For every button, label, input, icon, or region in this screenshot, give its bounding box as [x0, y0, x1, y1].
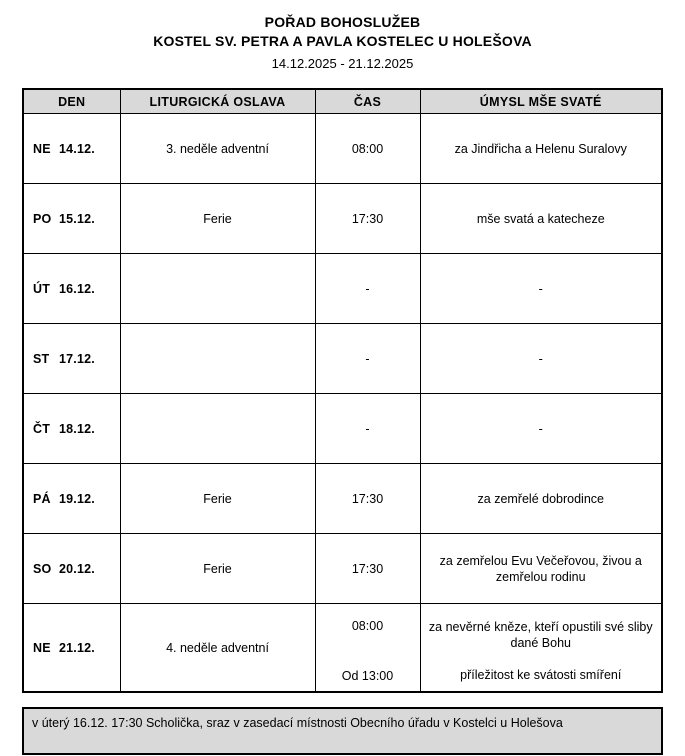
row-day-date: 18.12. — [59, 421, 95, 436]
title-line-2: KOSTEL SV. PETRA A PAVLA KOSTELEC U HOLEŠOVA — [153, 33, 532, 49]
row-intent: - — [420, 254, 662, 324]
row-day-name: ČT — [33, 421, 51, 436]
row-liturgy: 4. neděle adventní — [120, 604, 315, 693]
row-intent-primary: za nevěrné kněze, kteří opustili své sliby dané Bohu — [428, 619, 653, 650]
row-intent — [420, 604, 662, 693]
row-liturgy: 3. neděle adventní — [120, 114, 315, 184]
footer-note: v úterý 16.12. 17:30 Scholička, sraz v zasedací místnosti Obecního úřadu v Kostelci u Holešova — [22, 707, 663, 755]
row-intent-stack — [427, 613, 656, 683]
row-day-name: SO — [33, 561, 52, 576]
row-day — [23, 394, 120, 464]
table-row — [23, 254, 662, 324]
table-row — [23, 324, 662, 394]
row-time: - — [315, 254, 420, 324]
table-row — [23, 114, 662, 184]
row-day — [23, 324, 120, 394]
row-day-name: ÚT — [33, 281, 51, 296]
row-day-date: 16.12. — [59, 281, 95, 296]
row-time: 17:30 — [315, 184, 420, 254]
table-row — [23, 394, 662, 464]
row-day-date: 15.12. — [59, 211, 95, 226]
title-line-1: POŘAD BOHOSLUŽEB — [264, 14, 421, 30]
document-header — [0, 0, 685, 74]
row-liturgy — [120, 324, 315, 394]
row-day — [23, 534, 120, 604]
row-time: - — [315, 324, 420, 394]
row-intent: za zemřelou Evu Večeřovou, živou a zemřelou rodinu — [420, 534, 662, 604]
row-liturgy: Ferie — [120, 464, 315, 534]
row-day-date: 20.12. — [59, 561, 95, 576]
row-day-date: 14.12. — [59, 141, 95, 156]
row-day — [23, 604, 120, 693]
row-intent-secondary: příležitost ke svátosti smíření — [460, 667, 622, 682]
column-header-day: DEN — [23, 89, 120, 114]
table-row — [23, 604, 662, 693]
schedule-table — [22, 88, 663, 693]
row-time-secondary: Od 13:00 — [341, 668, 394, 683]
table-row — [23, 184, 662, 254]
row-day-name: NE — [33, 640, 51, 655]
row-intent: - — [420, 324, 662, 394]
table-row — [23, 534, 662, 604]
row-day-name: PÁ — [33, 491, 51, 506]
schedule-table-wrapper — [22, 88, 663, 693]
row-liturgy: Ferie — [120, 534, 315, 604]
row-liturgy: Ferie — [120, 184, 315, 254]
row-time: - — [315, 394, 420, 464]
row-intent: za zemřelé dobrodince — [420, 464, 662, 534]
row-liturgy — [120, 254, 315, 324]
row-day-date: 17.12. — [59, 351, 95, 366]
column-header-intent: ÚMYSL MŠE SVATÉ — [420, 89, 662, 114]
table-row — [23, 464, 662, 534]
row-time-primary: 08:00 — [351, 618, 384, 633]
row-intent: - — [420, 394, 662, 464]
row-time-stack — [317, 613, 419, 683]
column-header-time: ČAS — [315, 89, 420, 114]
row-day-name: PO — [33, 211, 52, 226]
row-day-name: ST — [33, 351, 50, 366]
date-range: 14.12.2025 - 21.12.2025 — [271, 56, 414, 71]
table-header-row — [23, 89, 662, 114]
row-time: 17:30 — [315, 464, 420, 534]
row-time: 17:30 — [315, 534, 420, 604]
row-day — [23, 464, 120, 534]
row-day — [23, 184, 120, 254]
row-intent: za Jindřicha a Helenu Suralovy — [420, 114, 662, 184]
row-day-date: 21.12. — [59, 640, 95, 655]
row-day — [23, 254, 120, 324]
row-intent: mše svatá a katecheze — [420, 184, 662, 254]
row-time — [315, 604, 420, 693]
row-time: 08:00 — [315, 114, 420, 184]
column-header-liturgy: LITURGICKÁ OSLAVA — [120, 89, 315, 114]
row-day-name: NE — [33, 141, 51, 156]
row-day-date: 19.12. — [59, 491, 95, 506]
row-liturgy — [120, 394, 315, 464]
row-day — [23, 114, 120, 184]
